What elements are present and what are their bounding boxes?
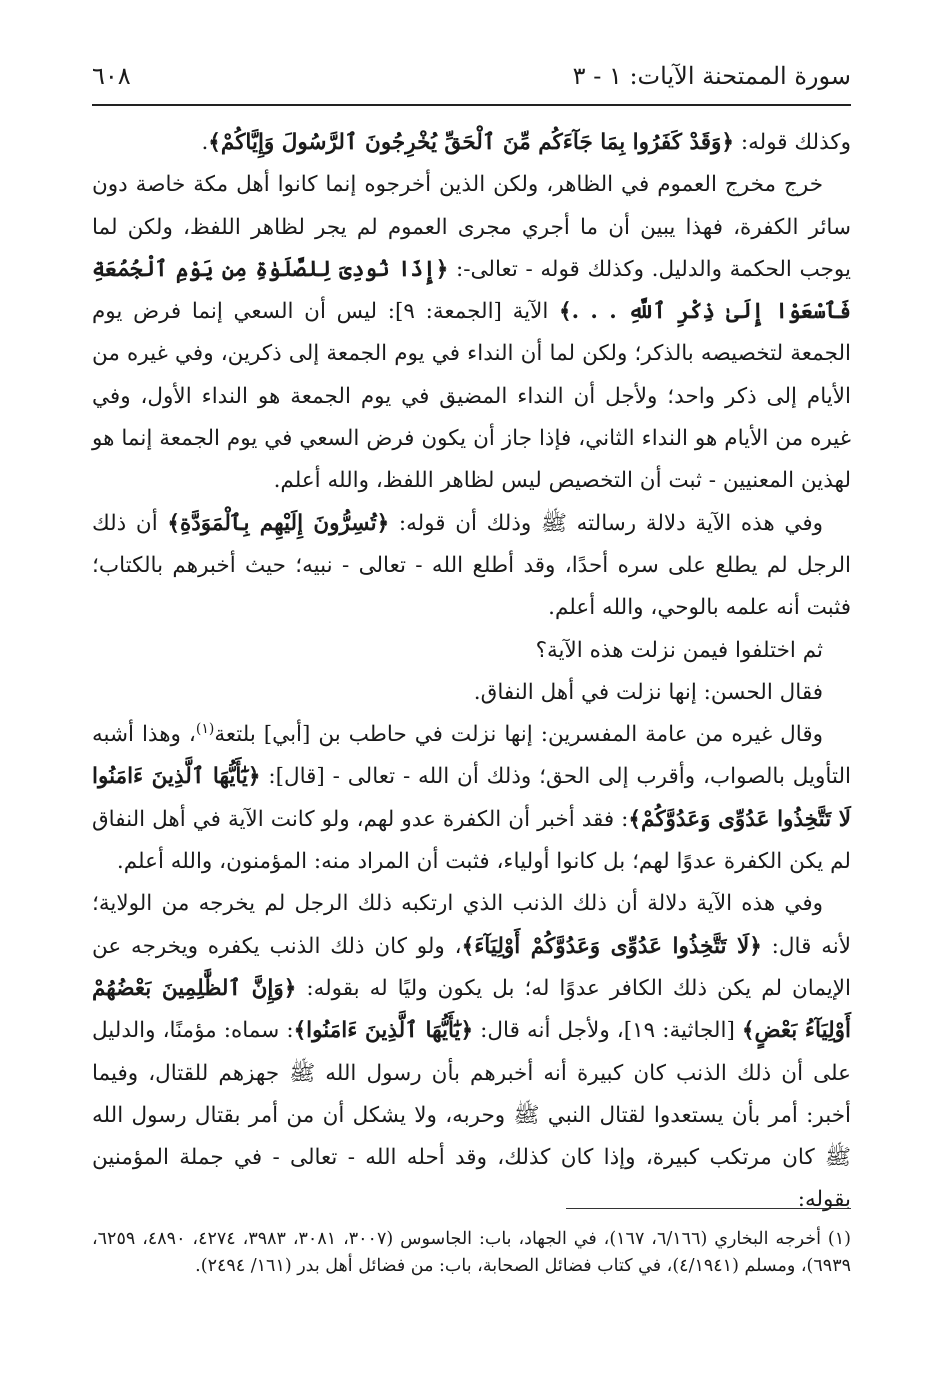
paragraph-p5: [92, 672, 851, 714]
text-segment: خرج مخرج العموم في الظاهر، ولكن الذين أخرجوه إنما كانوا أهل مكة خاصة دون سائر الكفرة، فهذا يبين أن ما أجري مجرى العموم لم يجر لظاهر اللفظ، ولكن لما يوجب الحكمة والدليل. وكذلك قوله - تعالى-:: [92, 172, 851, 282]
footnote-reference[interactable]: (١): [195, 721, 215, 737]
quran-verse: ﴿يَٰٓأَيُّهَا ٱلَّذِينَ ءَامَنُوا لَا تَتَّخِذُوا عَدُوِّى وَعَدُوَّكُمْ﴾: [92, 764, 851, 832]
text-segment: وقال غيره من عامة المفسرين: إنها نزلت في حاطب بن [أبي] بلتعة: [214, 722, 823, 748]
text-segment: : سماه: مؤمنًا، والدليل على أن ذلك الذنب كان كبيرة أنه أخبرهم بأن رسول الله ﷺ جهزهم للقتال، وفيما أخبر: أمر بأن يستعدوا لقتال النبي ﷺ وحربه، ولا يشكل أن من أمر بقتال رسول الله ﷺ كان مرتكب كبيرة، وإذا كان كذلك، وقد أحله الله - تعالى - في جملة المؤمنين بقوله:: [92, 1018, 851, 1213]
body-text: [92, 122, 851, 1222]
text-segment: فقال الحسن: إنها نزلت في أهل النفاق.: [473, 679, 823, 705]
quran-verse: ﴿لَا تَتَّخِذُوا عَدُوِّى وَعَدُوَّكُمْ أَوْلِيَآءَ﴾: [461, 933, 762, 959]
section-title: سورة الممتحنة الآيات: ١ - ٣: [572, 62, 851, 90]
text-segment: [الجاثية: ١٩]، ولأجل أنه قال:: [473, 1018, 742, 1044]
text-segment: ، ولو كان ذلك الذنب يكفره ويخرجه عن الإيمان لم يكن ذلك الكافر عدوًا له؛ بل يكون وليًا له بقوله:: [92, 933, 852, 1001]
paragraph-p2: [92, 164, 851, 502]
text-segment: وفي هذه الآية دلالة أن ذلك الذنب الذي ارتكبه ذلك الرجل لم يخرجه من الولاية؛ لأنه قال:: [92, 891, 851, 959]
quran-verse: ﴿وَقَدْ كَفَرُوا بِمَا جَآءَكُم مِّنَ ٱلْحَقِّ يُخْرِجُونَ ٱلرَّسُولَ وَإِيَّاكُمْ﴾: [208, 130, 735, 155]
paragraph-p4: [92, 630, 851, 672]
quran-verse: ﴿وَإِنَّ ٱلظَّٰلِمِينَ بَعْضُهُمْ أَوْلِيَآءُ بَعْضٍ﴾: [92, 975, 851, 1044]
paragraph-p6: [92, 714, 851, 883]
paragraph-p1: [92, 122, 851, 164]
text-segment: .: [201, 130, 209, 155]
paragraph-p3: [92, 503, 851, 630]
text-segment: الآية [الجمعة: ٩]: ليس أن السعي إنما فرض يوم الجمعة لتخصيصه بالذكر؛ ولكن لما أن النداء في يوم الجمعة إلى ذكرين، وفي غيره من الأيام إلى ذكر واحد؛ ولأجل أن النداء المضيق في يوم الجمعة هو النداء الأول، وفي غيره من الأيام هو النداء الثاني، فإذا جاز أن يكون فرض السعي في يوم الجمعة إنما هو لهذين المعنيين - ثبت أن التخصيص ليس لظاهر اللفظ، والله أعلم.: [92, 299, 851, 494]
paragraph-p7: [92, 883, 851, 1221]
text-segment: أن ذلك الرجل لم يطلع على سره أحدًا، وقد أطلع الله - تعالى - نبيه؛ حيث أخبرهم بالكتاب؛ فثبت أنه علمه بالوحي، والله أعلم.: [92, 510, 851, 621]
quran-verse: ﴿يَٰٓأَيُّهَا ٱلَّذِينَ ءَامَنُوا﴾: [293, 1018, 474, 1044]
page-header: [92, 52, 851, 100]
footnote-divider: [566, 1208, 851, 1209]
text-segment: وكذلك قوله:: [734, 130, 851, 155]
text-segment: ، وهذا أشبه التأويل بالصواب، وأقرب إلى الحق؛ وذلك أن الله - تعالى - [قال]:: [92, 722, 851, 790]
text-segment: : فقد أخبر أن الكفرة عدو لهم، ولو كانت الآية في أهل النفاق لم يكن الكفرة عدوًا لهم؛ بل كانوا أولياء، فثبت أن المراد منه: المؤمنون، والله أعلم.: [92, 806, 851, 875]
text-segment: وفي هذه الآية دلالة رسالته ﷺ وذلك أن قوله:: [389, 510, 823, 536]
quran-verse: ﴿تُسِرُّونَ إِلَيْهِم بِٱلْمَوَدَّةِ﴾: [167, 510, 390, 536]
header-divider: [92, 104, 851, 106]
quran-verse: ﴿إِذَا نُودِىَ لِلصَّلَوٰةِ مِن يَوْمِ ٱلْجُمُعَةِ فَٱسْعَوْا إِلَىٰ ذِكْرِ ٱللَّهِ . . .﴾: [92, 256, 851, 325]
page-number: ٦٠٨: [92, 62, 131, 90]
footnote-fn1: (١) أخرجه البخاري (٦/١٦٦، ١٦٧)، في الجهاد، باب: الجاسوس (٣٠٠٧، ٣٠٨١، ٣٩٨٣، ٤٢٧٤، ٤٨٩٠، ٦٢٥٩، ٦٩٣٩)، ومسلم (٤/١٩٤١)، في كتاب فضائل الصحابة، باب: من فضائل أهل بدر (١٦١/ ٢٤٩٤).: [92, 1229, 851, 1276]
footnotes: [92, 1226, 851, 1280]
text-segment: ثم اختلفوا فيمن نزلت هذه الآية؟: [535, 637, 823, 663]
